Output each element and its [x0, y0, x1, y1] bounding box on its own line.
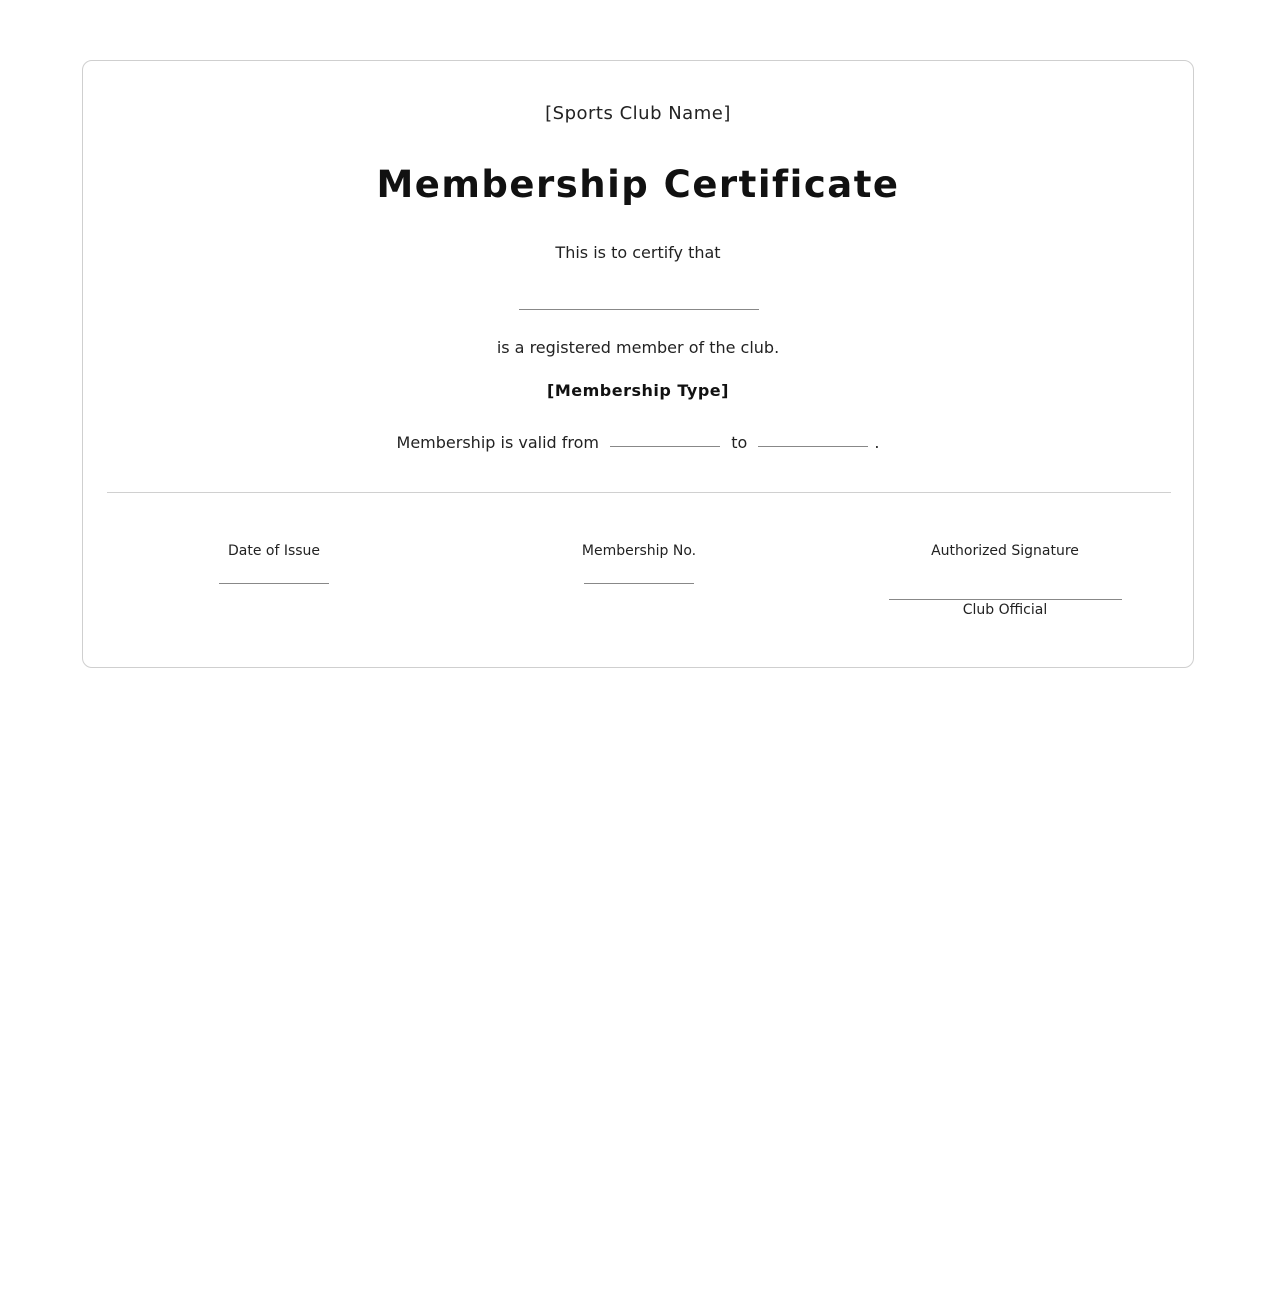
- signature-section: [887, 543, 1123, 618]
- validity-statement: [83, 433, 1193, 452]
- date-of-issue-section: [174, 543, 374, 584]
- date-of-issue-label: Date of Issue: [227, 543, 321, 559]
- certificate-title: Membership Certificate: [376, 163, 900, 206]
- member-name-line: [519, 309, 759, 310]
- validity-prefix: Membership is valid from: [396, 433, 600, 452]
- signature-line: [889, 599, 1122, 600]
- membership-type: [Membership Type]: [547, 381, 729, 400]
- registered-text: is a registered member of the club.: [496, 338, 780, 357]
- signature-label: Authorized Signature: [931, 543, 1079, 559]
- certify-text: This is to certify that: [555, 243, 721, 262]
- membership-certificate: [82, 60, 1194, 668]
- validity-middle: to: [731, 433, 748, 452]
- membership-number-section: [539, 543, 739, 584]
- club-official-label: Club Official: [962, 602, 1048, 618]
- valid-to-line: [758, 446, 868, 447]
- date-of-issue-line: [219, 583, 329, 584]
- membership-number-line: [584, 583, 694, 584]
- section-divider: [107, 492, 1171, 493]
- valid-from-line: [610, 446, 720, 447]
- validity-suffix: .: [874, 433, 880, 452]
- club-name: [Sports Club Name]: [545, 103, 731, 124]
- membership-number-label: Membership No.: [581, 543, 697, 559]
